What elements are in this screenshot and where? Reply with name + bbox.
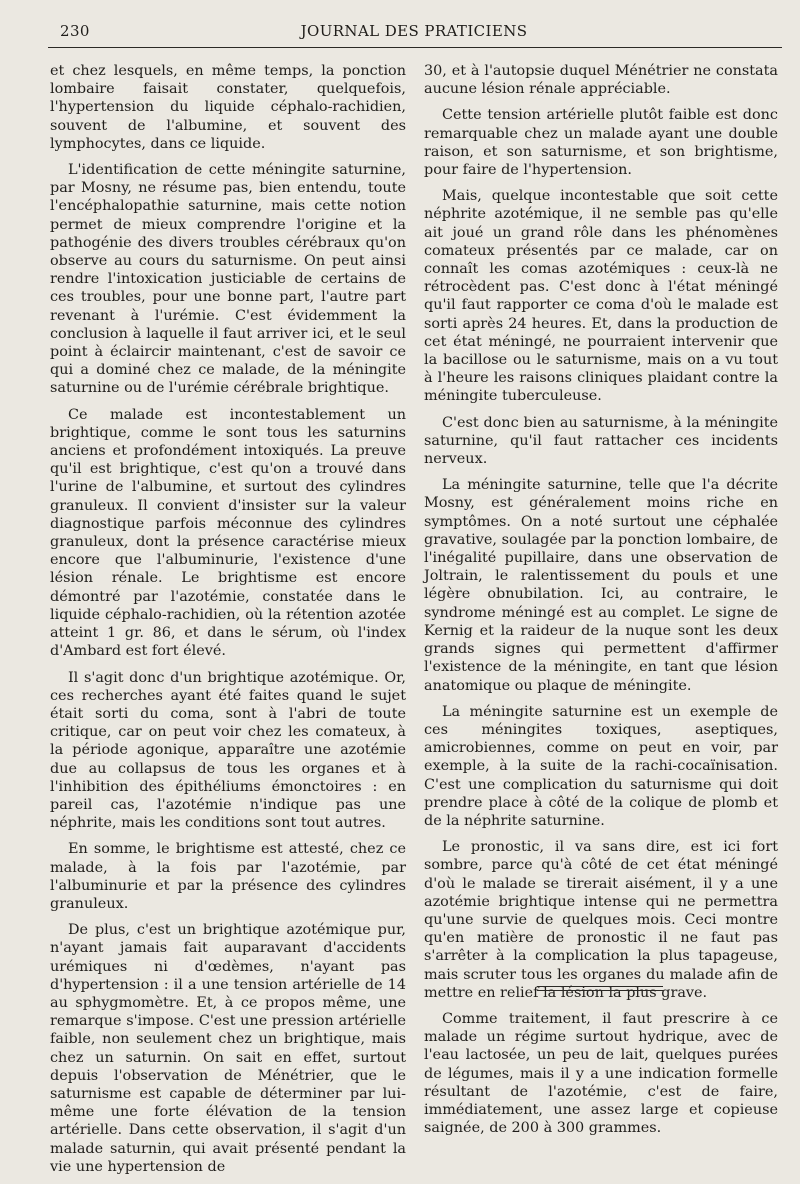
paragraph: Le pronostic, il va sans dire, est ici fort sombre, parce qu'à côté de cet état méningé d'où le malade se tirerait aisément, il y a une azotémie brightique intense qui ne permettra qu'une survie de quelques mois. Ceci montre qu'en matière de pronostic il ne faut pas s'arrêter à la complication la plus tapageuse, mais scruter tous les organes du malade afin de mettre en relief la lésion la plus grave. [424, 839, 778, 1001]
paragraph: Ce malade est incontestablement un brightique, comme le sont tous les saturnins anciens et profondément intoxiqués. La preuve qu'il est brightique, c'est qu'on a trouvé dans l'urine de l'albumine, et surtout des cylindres granuleux. Il convient d'insister sur la valeur diagnostique parfois méconnue des cylindres granuleux, dont la présence caractérise mieux encore que l'albuminurie, l'existence d'une lésion rénale. Le brightisme est encore démontré par l'azotémie, constatée dans le liquide céphalo-rachidien, où la rétention azotée atteint 1 gr. 86, et dans le sérum, où l'index d'Ambard est fort élevé. [50, 406, 406, 660]
paragraph: La méningite saturnine est un exemple de ces méningites toxiques, aseptiques, amicrobiennes, comme on peut en voir, par exemple, à la suite de la rachi-cocaïnisation. C'est une complication du saturnisme qui doit prendre place à côté de la colique de plomb et de la néphrite saturnine. [424, 703, 778, 829]
page-number: 230 [60, 22, 90, 40]
header-rule [48, 47, 782, 48]
paragraph: Comme traitement, il faut prescrire à ce malade un régime surtout hydrique, avec de l'eau lactosée, un peu de lait, quelques purées de légumes, mais il y a une indication formelle résultant de l'azotémie, c'est de faire, immédiatement, une assez large et copieuse saignée, de 200 à 300 grammes. [424, 1010, 778, 1137]
journal-title: JOURNAL DES PRATICIENS [300, 22, 528, 40]
paragraph: et chez lesquels, en même temps, la ponction lombaire faisait constater, quelquefois, l'hypertension du liquide céphalo-rachidien, souvent de l'albumine, et souvent des lymphocytes, dans ce liquide. [50, 63, 406, 152]
paragraph: De plus, c'est un brightique azotémique pur, n'ayant jamais fait auparavant d'accidents urémiques ni d'œdèmes, n'ayant pas d'hypertension : il a une tension artérielle de 14 au sphygmomètre. Et, à ce propos même, une remarque s'impose. C'est une pression artérielle faible, non seulement chez un brightique, mais chez un saturnin. On sait en effet, surtout depuis l'observation de Ménétrier, que le saturnisme est capable de déterminer par lui-même une forte élévation de la tension artérielle. Dans cette observation, il s'agit d'un malade saturnin, qui avait présenté pendant la vie une hypertension de [50, 922, 406, 1175]
paragraph: En somme, le brightisme est attesté, chez ce malade, à la fois par l'azotémie, par l'albuminurie et par la présence des cylindres granuleux. [50, 841, 406, 912]
article-end-rule [537, 986, 663, 987]
paragraph: L'identification de cette méningite saturnine, par Mosny, ne résume pas, bien entendu, toute l'encéphalopathie saturnine, mais cette notion permet de mieux comprendre l'origine et la pathogénie des divers troubles cérébraux qu'on observe au cours du saturnisme. On peut ainsi rendre l'intoxication justiciable de certains de ces troubles, pour une bonne part, l'autre part revenant à l'urémie. C'est évidemment la conclusion à laquelle il faut arriver ici, et le seul point à éclaircir maintenant, c'est de savoir ce qui a dominé chez ce malade, de la méningite saturnine ou de l'urémie cérébrale brightique. [50, 162, 406, 397]
left-column [50, 62, 406, 1184]
paragraph: Cette tension artérielle plutôt faible est donc remarquable chez un malade ayant une double raison, et son saturnisme, et son brightisme, pour faire de l'hypertension. [424, 107, 778, 179]
running-header [48, 22, 780, 46]
paragraph: 30, et à l'autopsie duquel Ménétrier ne constata aucune lésion rénale appréciable. [424, 63, 778, 98]
paragraph: La méningite saturnine, telle que l'a décrite Mosny, est généralement moins riche en symptômes. On a noté surtout une céphalée gravative, soulagée par la ponction lombaire, de l'inégalité pupillaire, dans une observation de Joltrain, le ralentissement du pouls et une légère obnubilation. Ici, au contraire, le syndrome méningé est au complet. Le signe de Kernig et la raideur de la nuque sont les deux grands signes qui permettent d'affirmer l'existence de la méningite, en tant que lésion anatomique ou plaque de méningite. [424, 477, 778, 694]
right-column [424, 62, 778, 1145]
article-end-rule [537, 990, 663, 991]
paragraph: C'est donc bien au saturnisme, à la méningite saturnine, qu'il faut rattacher ces incidents nerveux. [424, 414, 778, 468]
paragraph: Il s'agit donc d'un brightique azotémique. Or, ces recherches ayant été faites quand le sujet était sorti du coma, sont à l'abri de toute critique, car on peut voir chez les comateux, à la période agonique, apparaître une azotémie due au collapsus de tous les organes et à l'inhibition des épithéliums émonctoires : en pareil cas, l'azotémie n'indique pas une néphrite, mais les conditions sont tout autres. [50, 669, 406, 832]
paragraph: Mais, quelque incontestable que soit cette néphrite azotémique, il ne semble pas qu'elle ait joué un grand rôle dans les phénomènes comateux présentés par ce malade, car on connaît les comas azotémiques : ceux-là ne rétrocèdent pas. C'est donc à l'état méningé qu'il faut rapporter ce coma d'où le malade est sorti après 24 heures. Et, dans la production de cet état méningé, ne pourraient intervenir que la bacillose ou le saturnisme, mais on a vu tout à l'heure les raisons cliniques plaidant contre la méningite tuberculeuse. [424, 188, 778, 405]
